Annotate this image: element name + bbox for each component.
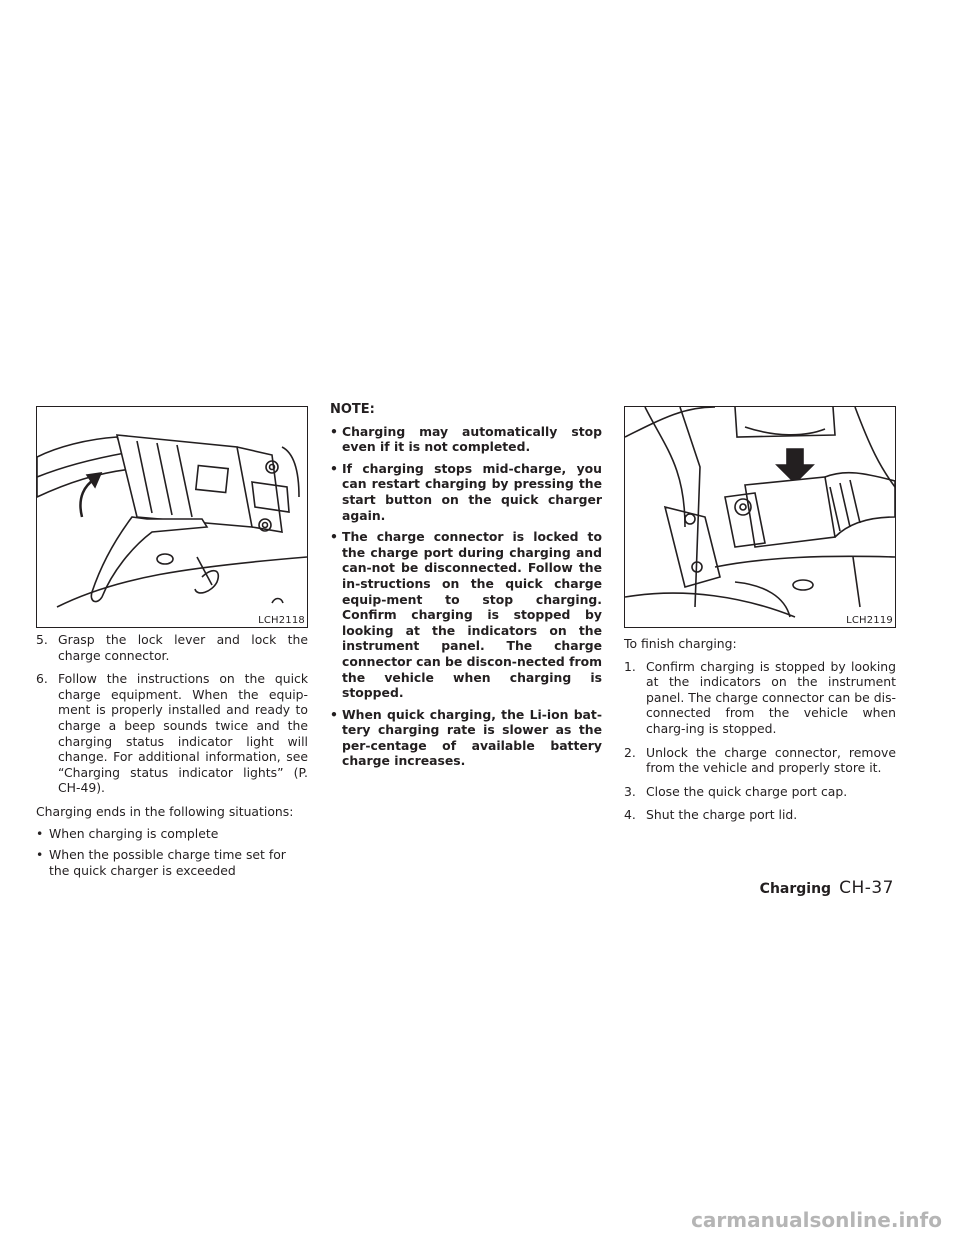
note-item-text: Charging may automatically stop even if it is not completed. <box>342 423 602 455</box>
step-text: Close the quick charge port cap. <box>646 783 848 799</box>
note-item <box>330 529 602 701</box>
step-number: 5. <box>36 632 48 647</box>
bullet-icon: • <box>330 423 338 439</box>
note-block <box>330 402 602 775</box>
step-text: Unlock the charge connector, remove from the vehicle and properly store it. <box>646 744 896 776</box>
step-text: Follow the instructions on the quick charge equipment. When the equip-ment is properly installed and ready to charge a beep sounds twice and the charging status indicator light will change. For additional information, see “Charging status indicator lights” (P. CH-49). <box>58 671 308 796</box>
figure-code: LCH2118 <box>258 615 305 626</box>
step-6 <box>36 671 308 796</box>
list-item-text: When charging is complete <box>49 825 219 841</box>
note-item <box>330 424 602 455</box>
page-footer <box>760 878 894 898</box>
bullet-icon: • <box>36 825 44 841</box>
note-item-text: When quick charging, the Li-ion bat-tery charging rate is slower as the per-centage of available battery charge increases. <box>342 706 602 769</box>
list-item <box>36 826 308 842</box>
watermark: carmanualsonline.info <box>691 1208 942 1232</box>
bullet-icon: • <box>36 847 44 863</box>
note-item-text: If charging stops mid-charge, you can restart charging by pressing the start button on the quick charger again. <box>342 460 602 523</box>
step-text: Grasp the lock lever and lock the charge connector. <box>58 632 308 663</box>
finish-step <box>624 807 896 823</box>
finish-step <box>624 784 896 800</box>
note-item-text: The charge connector is locked to the charge port during charging and can-not be disconnected. Follow the in-structions on the quick charge equip-ment to stop charging. Confirm charging is stopped by looking at the indicators on the instrument panel. The charge connector can be discon-nected from the vehicle when charging is stopped. <box>342 529 602 701</box>
figure-charge-port <box>624 406 896 628</box>
illustration-connector-removal <box>625 407 895 627</box>
list-item-text: When the possible charge time set for the quick charger is exceeded <box>49 847 286 878</box>
page-number: CH-37 <box>839 878 894 898</box>
bullet-icon: • <box>330 706 338 722</box>
section-name: Charging <box>759 881 832 897</box>
ends-heading: Charging ends in the following situations: <box>36 803 294 819</box>
finish-step <box>624 659 896 737</box>
figure-code: LCH2119 <box>846 615 893 626</box>
figure-lock-lever <box>36 406 308 628</box>
note-item <box>330 461 602 523</box>
list-item <box>36 847 308 878</box>
step-text: Confirm charging is stopped by looking at the indicators on the instrument panel. The charge connector can be dis-connected from the vehicle when charg-ing is stopped. <box>646 658 896 736</box>
note-item <box>330 707 602 769</box>
step-text: Shut the charge port lid. <box>646 807 798 823</box>
right-column <box>624 636 896 823</box>
illustration-lock-connector <box>37 407 307 627</box>
step-number: 2. <box>624 744 636 760</box>
bullet-icon: • <box>330 460 338 476</box>
step-number: 3. <box>624 783 636 799</box>
finish-heading: To finish charging: <box>624 636 737 651</box>
bullet-icon: • <box>330 529 338 545</box>
left-column <box>36 632 308 878</box>
step-number: 1. <box>624 658 636 674</box>
step-5 <box>36 632 308 663</box>
finish-step <box>624 745 896 776</box>
step-number: 4. <box>624 807 636 823</box>
note-heading: NOTE: <box>330 402 375 417</box>
step-number: 6. <box>36 671 48 687</box>
